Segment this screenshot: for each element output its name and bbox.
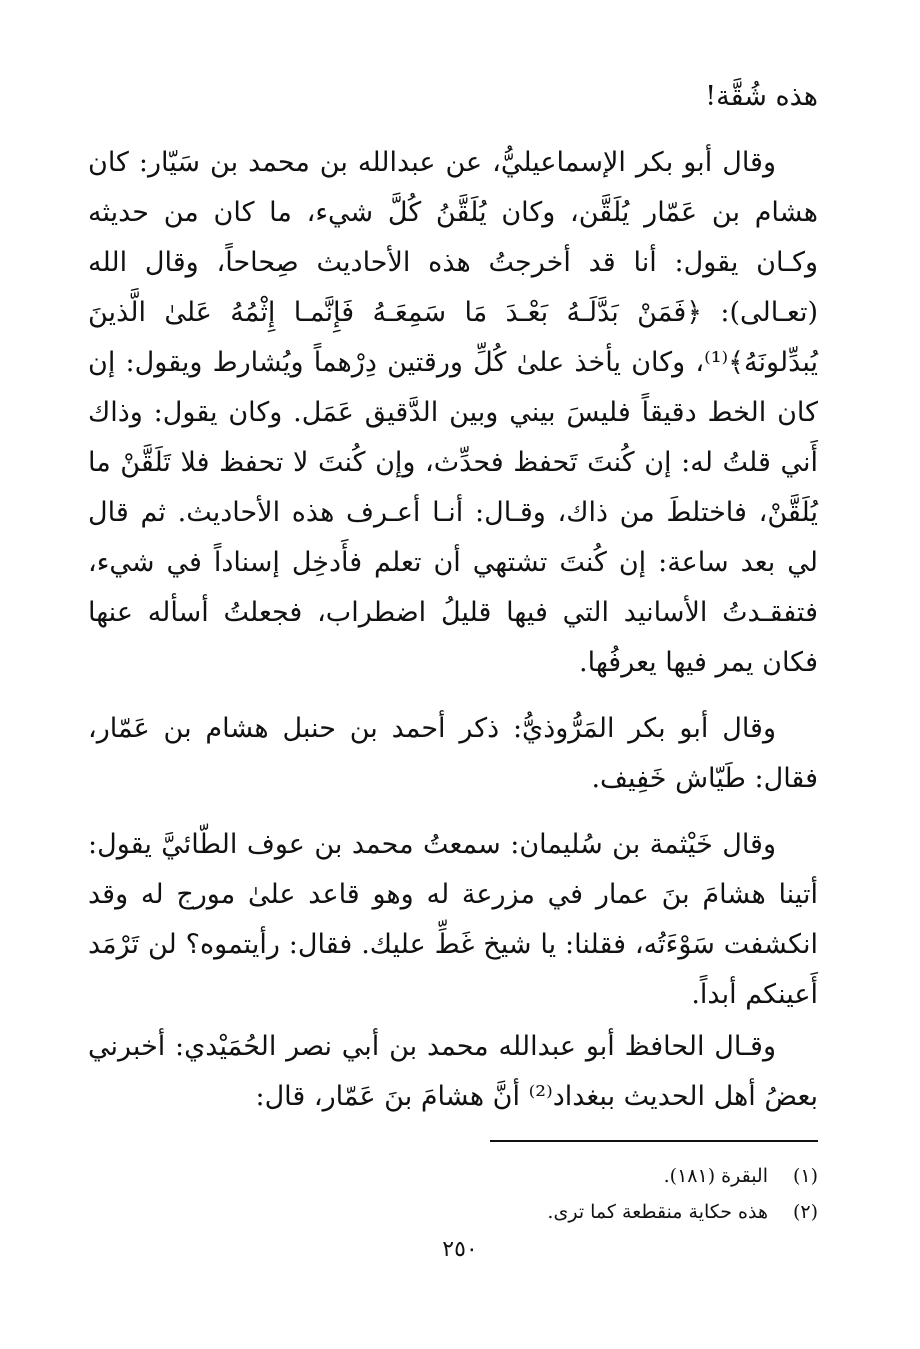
- footnote-number: (٢): [792, 1201, 818, 1223]
- paragraph-3: وقال خَيْثمة بن سُليمان: سمعتُ محمد بن عوف الطّائيَّ يقول: أتينا هشامَ بنَ عمار في مزرعة له وهو قاعد علىٰ مورج له وقد انكشفت سَوْءَتُه، فقلنا: يا شيخ غَطِّ عليك. فقال: رأيتموه؟ لن تَرْمَد أَعينكم أبداً.: [88, 829, 818, 1010]
- paragraph-1: وقال أبو بكر الإسماعيليُّ، عن عبدالله بن محمد بن سَيّار: كان هشام بن عَمّار يُلَقَّن، وكان يُلَقَّنُ كُلَّ شيء، ما كان من حديثه وكـان يقول: أنا قد أخرجتُ هذه الأحاديث صِحاحاً، وقال الله (تعـالى): ﴿فَمَنْ بَدَّلَـهُ بَعْـدَ مَا سَمِعَـهُ فَإِنَّمـا إِثْمُهُ عَلىٰ الَّذينَ يُبدِّلونَهُ﴾⁽¹⁾، وكان يأخذ علىٰ كُلِّ ورقتين دِرْهماً ويُشارط ويقول: إن كان الخط دقيقاً فليسَ بيني وبين الدَّقيق عَمَل. وكان يقول: وذاك أَني قلتُ له: إن كُنتَ تَحفظ فحدِّث، وإن كُنتَ لا تحفظ فلا تَلَقَّنْ ما يُلَقَّنْ، فاختلطَ من ذاك، وقـال: أنـا أعـرف هذه الأحاديث. ثم قال لي بعد ساعة: إن كُنتَ تشتهي أن تعلم فأَدخِل إسناداً في شيء، فتفقـدتُ الأسانيد التي فيها قليلُ اضطراب، فجعلتُ أسأله عنها فكان يمر فيها يعرفُها.: [88, 147, 818, 678]
- paragraph-gap: [88, 688, 818, 704]
- book-page: [88, 70, 818, 1230]
- paragraph-gap: [88, 804, 818, 820]
- paragraph-4: وقـال الحافظ أبو عبدالله محمد بن أبي نصر الحُمَيْدي: أخبرني بعضُ أهل الحديث ببغداد⁽²⁾ أنَّ هشامَ بنَ عَمّار، قال:: [88, 1031, 818, 1112]
- paragraph-2: وقال أبو بكر المَرُّوذيُّ: ذكر أحمد بن حنبل هشام بن عَمّار، فقال: طَيّاش خَفِيف.: [88, 713, 818, 794]
- footnote-text: البقرة (١٨١).: [663, 1165, 768, 1187]
- footnote-text: هذه حكاية منقطعة كما ترى.: [547, 1201, 768, 1223]
- top-line-text: هذه شُقَّة!: [705, 81, 818, 112]
- footnote-number: (١): [792, 1165, 818, 1187]
- footnote-divider: [490, 1140, 818, 1142]
- page-number: ٢٥٠: [442, 1237, 478, 1262]
- footnote-1: [88, 1158, 818, 1194]
- footnotes: [88, 1158, 818, 1230]
- footnote-2: [88, 1194, 818, 1230]
